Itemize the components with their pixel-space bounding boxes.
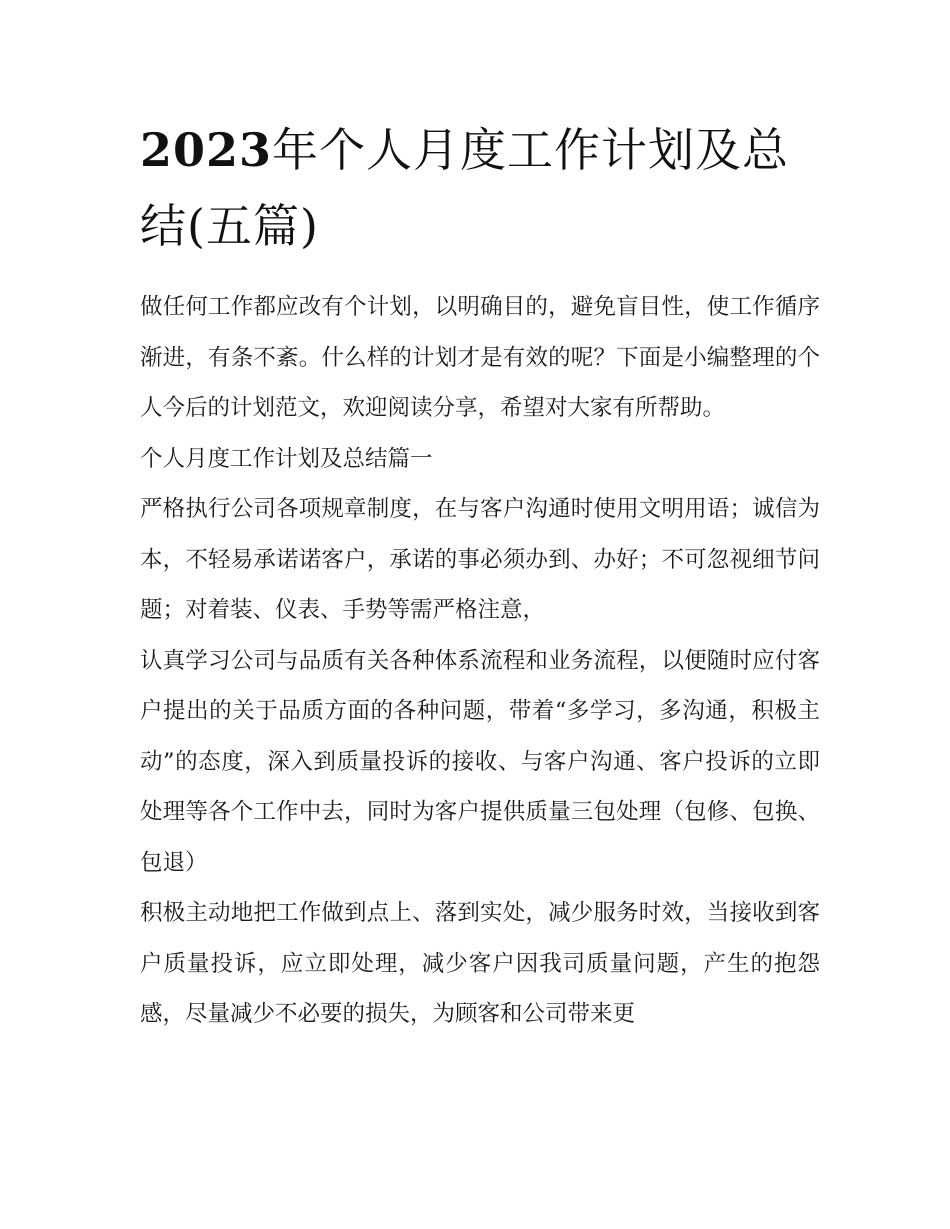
- title-text: 年个人月度工作计划及总结(五篇): [140, 123, 790, 253]
- body-paragraph: 认真学习公司与品质有关各种体系流程和业务流程，以便随时应付客户提出的关于品质方面的各种问题，带着“多学习，多沟通，积极主动”的态度，深入到质量投诉的接收、与客户沟通、客户投诉的立即处理等各个工作中去，同时为客户提供质量三包处理（包修、包换、包退）: [140, 647, 820, 876]
- body-paragraph: 积极主动地把工作做到点上、落到实处，减少服务时效，当接收到客户质量投诉，应立即处理，减少客户因我司质量问题，产生的抱怨感，尽量减少不必要的损失，为顾客和公司带来更: [140, 900, 820, 1027]
- intro-paragraph: 做任何工作都应改有个计划，以明确目的，避免盲目性，使工作循序渐进，有条不紊。什么样的计划才是有效的呢？下面是小编整理的个人今后的计划范文，欢迎阅读分享，希望对大家有所帮助。: [140, 294, 820, 421]
- document-content: [140, 112, 820, 1040]
- body-paragraph: 严格执行公司各项规章制度，在与客户沟通时使用文明用语；诚信为本，不轻易承诺诺客户，承诺的事必须办到、办好；不可忽视细节问题；对着装、仪表、手势等需严格注意，: [140, 496, 820, 623]
- document-title: [140, 112, 820, 264]
- document-body: [140, 282, 820, 1040]
- title-year: 2023: [140, 123, 273, 177]
- section-heading: 个人月度工作计划及总结篇一: [140, 445, 433, 472]
